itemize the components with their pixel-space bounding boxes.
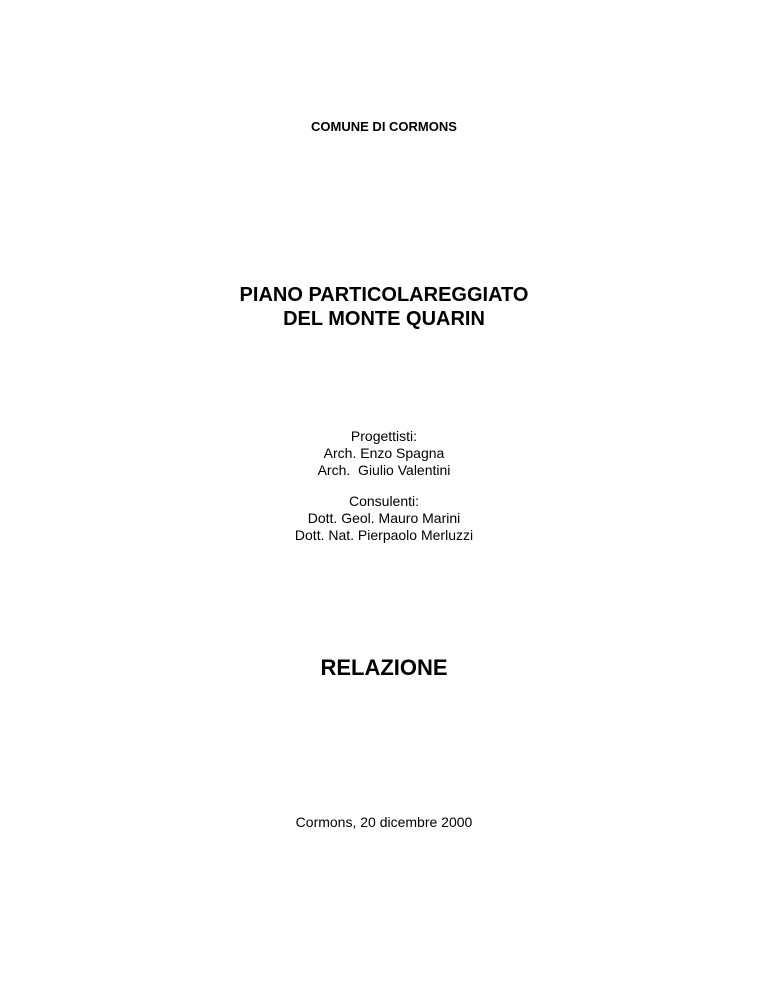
consultant-name: Dott. Geol. Mauro Marini	[307, 510, 461, 526]
plan-title-line-1: PIANO PARTICOLAREGGIATO	[239, 284, 529, 306]
designer-name: Arch. Enzo Spagna	[323, 445, 445, 461]
plan-title-line-2: DEL MONTE QUARIN	[283, 308, 485, 330]
municipality-name: COMUNE DI CORMONS	[311, 119, 457, 134]
consultants-heading: Consulenti:	[348, 493, 420, 509]
place-and-date: Cormons, 20 dicembre 2000	[295, 814, 473, 830]
designers-heading: Progettisti:	[350, 428, 418, 444]
report-title: RELAZIONE	[320, 655, 448, 680]
designer-name: Arch. Giulio Valentini	[317, 462, 451, 478]
consultant-name: Dott. Nat. Pierpaolo Merluzzi	[294, 527, 474, 543]
